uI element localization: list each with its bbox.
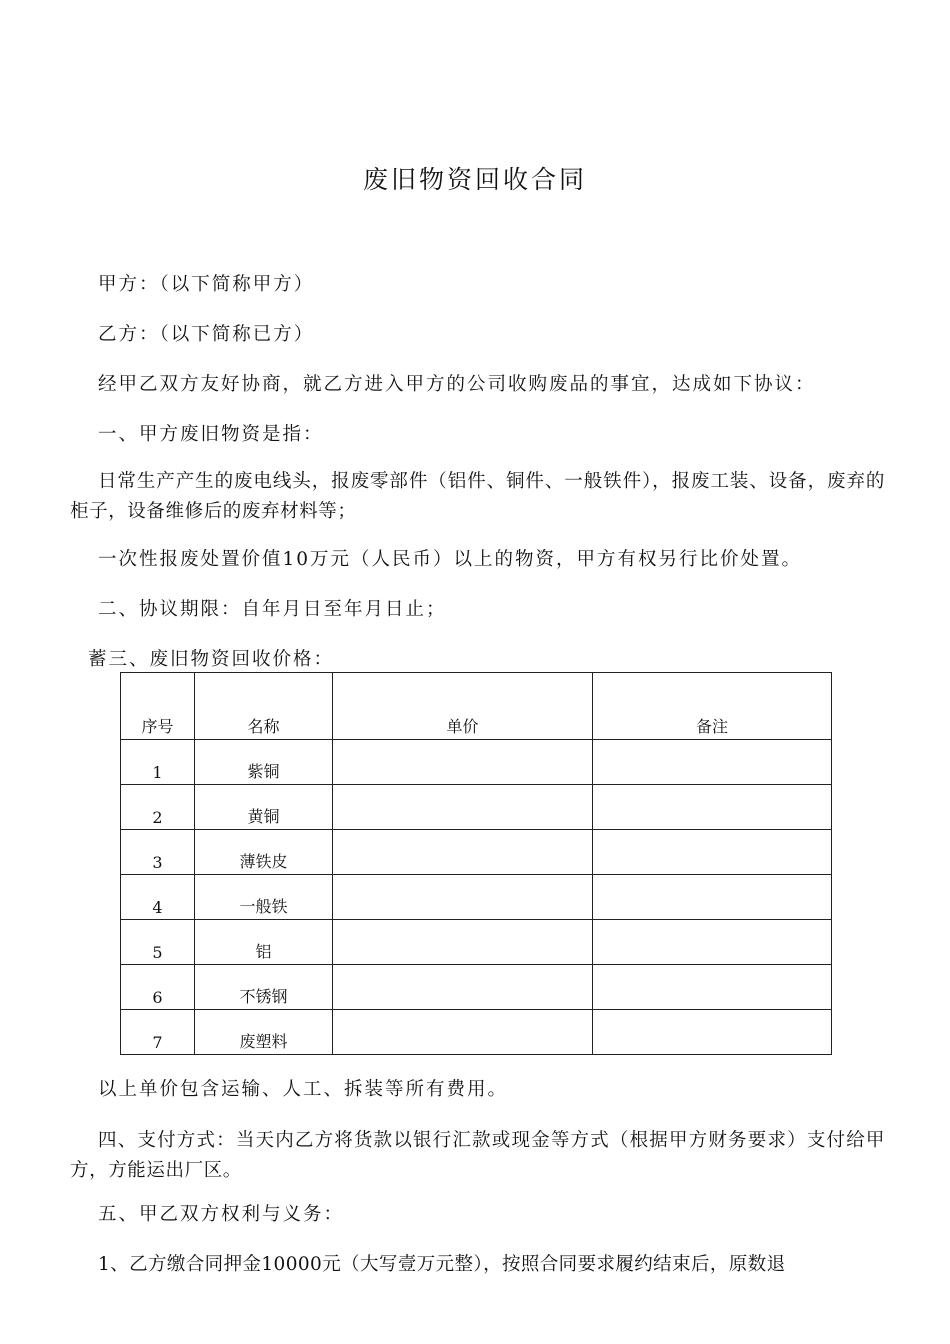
header-cell-note: 备注 [593, 673, 832, 740]
table-row [121, 740, 832, 785]
row-name: 一般铁 [195, 875, 333, 920]
price-table [120, 672, 832, 1055]
row-no: 5 [121, 920, 195, 965]
table-row [121, 1010, 832, 1055]
row-note [593, 830, 832, 875]
section-5-item-1: 1、乙方缴合同押金10000元（大写壹万元整），按照合同要求履约结束后，原数退 [98, 1254, 786, 1275]
price-note: 以上单价包含运输、人工、拆装等所有费用。 [98, 1079, 509, 1100]
header-cell-no: 序号 [121, 673, 195, 740]
row-no: 3 [121, 830, 195, 875]
table-row [121, 830, 832, 875]
header-cell-name: 名称 [195, 673, 333, 740]
row-no: 6 [121, 965, 195, 1010]
section-1-heading: 一、甲方废旧物资是指： [98, 424, 324, 445]
row-note [593, 965, 832, 1010]
row-name: 紫铜 [195, 740, 333, 785]
row-price [333, 920, 593, 965]
row-name: 薄铁皮 [195, 830, 333, 875]
table-row [121, 965, 832, 1010]
party-a-line: 甲方：（以下简称甲方） [98, 274, 315, 295]
table-row [121, 875, 832, 920]
party-b-line: 乙方：（以下简称已方） [98, 324, 315, 345]
row-note [593, 875, 832, 920]
row-note [593, 740, 832, 785]
table-row [121, 920, 832, 965]
row-no: 4 [121, 875, 195, 920]
row-no: 1 [121, 740, 195, 785]
row-no: 2 [121, 785, 195, 830]
header-cell-price: 单价 [333, 673, 593, 740]
row-no: 7 [121, 1010, 195, 1055]
section-5-heading: 五、甲乙双方权利与义务： [98, 1204, 345, 1225]
row-note [593, 1010, 832, 1055]
section-1-note: 一次性报废处置价值10万元（人民币）以上的物资，甲方有权另行比价处置。 [98, 549, 803, 570]
row-price [333, 785, 593, 830]
row-price [333, 740, 593, 785]
row-price [333, 965, 593, 1010]
price-table-header-row [121, 673, 832, 740]
row-name: 铝 [195, 920, 333, 965]
row-note [593, 785, 832, 830]
row-note [593, 920, 832, 965]
row-name: 废塑料 [195, 1010, 333, 1055]
row-name: 黄铜 [195, 785, 333, 830]
section-3-heading: 蓄三、废旧物资回收价格： [88, 649, 335, 670]
section-2-term: 二、协议期限：自年月日至年月日止； [98, 599, 447, 620]
row-price [333, 1010, 593, 1055]
row-price [333, 875, 593, 920]
document-title: 废旧物资回收合同 [362, 165, 587, 194]
table-row [121, 785, 832, 830]
row-name: 不锈钢 [195, 965, 333, 1010]
section-4-payment: 四、支付方式：当天内乙方将货款以银行汇款或现金等方式（根据甲方财务要求）支付给甲方，方能运出厂区。 [70, 1130, 885, 1181]
section-1-body: 日常生产产生的废电线头，报废零部件（铝件、铜件、一般铁件），报废工装、设备，废弃的柜子，设备维修后的废弃材料等； [70, 471, 885, 522]
row-price [333, 830, 593, 875]
intro-paragraph: 经甲乙双方友好协商，就乙方进入甲方的公司收购废品的事宜，达成如下协议： [98, 374, 816, 395]
